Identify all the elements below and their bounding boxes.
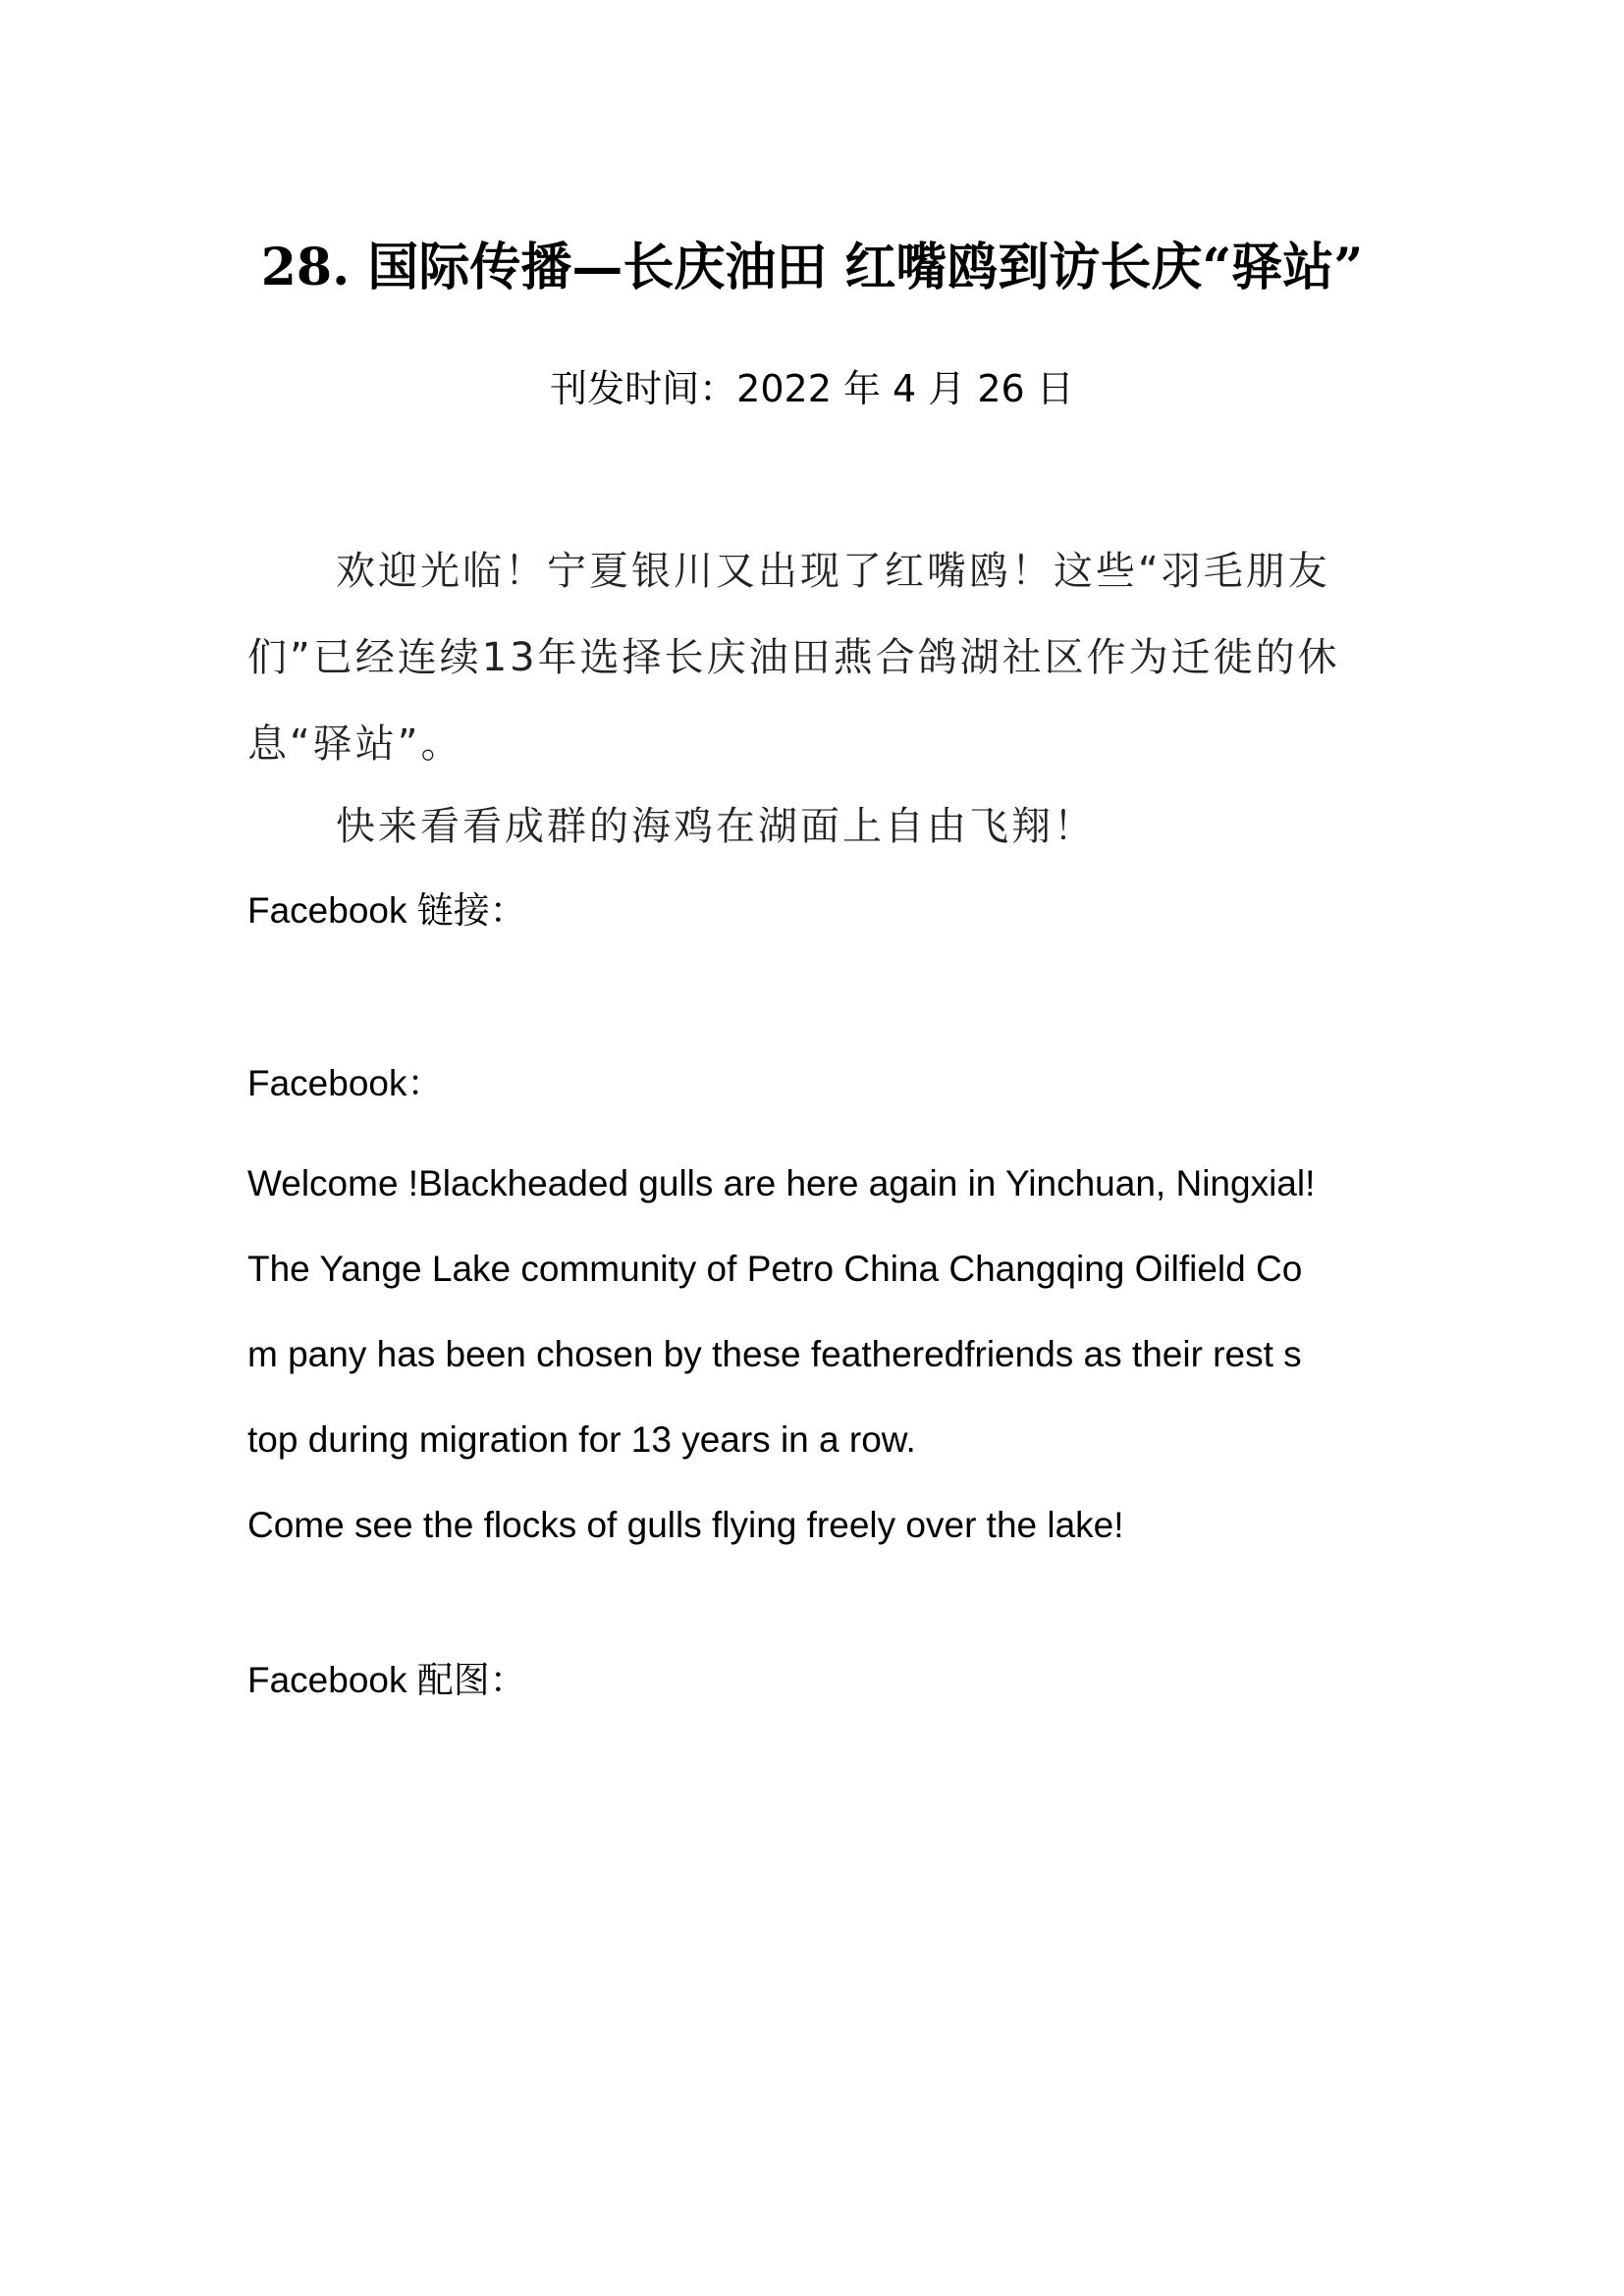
facebook-label: Facebook：: [247, 1063, 444, 1103]
chinese-paragraph-1: 欢迎光临！宁夏银川又出现了红嘴鸥！这些“羽毛朋友们”已经连续13年选择长庆油田燕合鸽湖社区作为迁徙的休息“驿站”。: [247, 549, 1340, 767]
document-title: 28. 国际传播—长庆油田 红嘴鸥到访长庆“驿站”: [260, 238, 1364, 297]
publish-date: 刊发时间：2022 年 4 月 26 日: [550, 367, 1074, 410]
english-text-block: [247, 1141, 1401, 1568]
facebook-link-label: Facebook 链接：: [247, 890, 526, 931]
facebook-image-label: Facebook 配图：: [247, 1660, 526, 1700]
english-line-3: m pany has been chosen by these featheredfriends as their rest s: [247, 1334, 1302, 1374]
english-line-2: The Yange Lake community of Petro China Changqing Oilfield Co: [247, 1249, 1303, 1289]
english-line-5: Come see the flocks of gulls flying freely over the lake!: [247, 1505, 1124, 1545]
english-line-4: top during migration for 13 years in a row.: [247, 1419, 916, 1460]
english-line-1: Welcome !Blackheaded gulls are here again in Yinchuan, Ningxial!: [247, 1163, 1316, 1203]
chinese-paragraph-2: 快来看看成群的海鸡在湖面上自由飞翔！: [336, 804, 1096, 849]
